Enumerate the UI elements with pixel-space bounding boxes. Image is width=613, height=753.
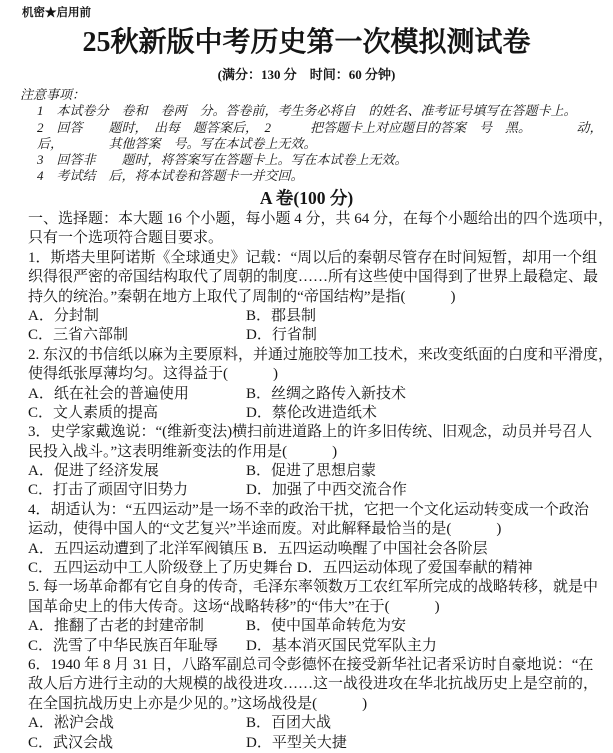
option-left: C．文人素质的提高 (28, 404, 159, 421)
option-right: B．使中国革命转危为安 (246, 618, 407, 635)
document-line (28, 385, 608, 404)
option-left: C．打击了顽固守旧势力 (28, 482, 189, 499)
document-line: 6．1940 年 8 月 31 日，八路军副总司令彭德怀在接受新华社记者采访时自豪地说：“在 (28, 656, 594, 673)
document-line: 民投入战斗。”这表明维新变法的作用是( ) (28, 443, 338, 460)
document-line: 国革命史上的伟大传奇。这场“战略转移”的“伟大”在于( ) (28, 598, 440, 615)
option-right: D．基本消灭国民党军队主力 (246, 637, 437, 654)
note-line: 2 回答 题时， 出每 题答案后， 2 把答题卡上对应题目的答案 号 黑。 动， (37, 119, 603, 135)
option-right: B．郡县制 (246, 307, 317, 324)
notes-section (20, 87, 603, 185)
document-line (28, 307, 608, 326)
document-line (28, 714, 608, 733)
document-line: 2. 东汉的书信纸以麻为主要原料，并通过施胶等加工技术，来改变纸面的白度和平滑度， (28, 346, 613, 363)
document-line: A．五四运动遭到了北洋军阀镇压 B．五四运动唤醒了中国社会各阶层 (28, 540, 488, 557)
classification-label: 机密★启用前 (22, 7, 91, 19)
option-left: C．三省六部制 (28, 327, 129, 344)
option-right: D．行省制 (246, 327, 317, 344)
document-line: 在全国抗战历史上亦是少见的。”这场战役是( ) (28, 695, 368, 712)
document-line: 一、选择题：本大题 16 个小题，每小题 4 分，共 64 分，在每个小题给出的四个选项中， (28, 211, 613, 227)
option-right: D．加强了中西交流合作 (246, 482, 407, 499)
document-line: 5. 每一场革命都有它自身的传奇，毛泽东率领数万工农红军所完成的战略转移，就是中 (28, 579, 599, 596)
document-line (28, 734, 608, 753)
note-line: 1 本试卷分 卷和 卷两 分。答卷前，考生务必将自 的姓名、准考证号填写在答题卡上。 (37, 103, 577, 119)
document-line: 只有一个选项符合题目要求。 (28, 230, 224, 247)
note-line: 3 回答非 题时，将答案写在答题卡上。写在本试卷上无效。 (37, 152, 408, 168)
document-line: 使得纸张厚薄均匀。这得益于( ) (28, 366, 278, 383)
document-line: C．五四运动中工人阶级登上了历史舞台 D．五四运动体现了爱国奉献的精神 (28, 560, 533, 577)
section-a-heading: A 卷(100 分) (259, 188, 354, 208)
option-left: A．分封制 (28, 307, 99, 324)
document-line: 织得很严密的帝国结构取代了周朝的制度……所有这些使中国得到了世界上最稳定、最 (28, 269, 599, 286)
option-left: C．武汉会战 (28, 734, 114, 751)
document-line: 1．斯塔夫里阿诺斯《全球通史》记载：“周以后的秦朝尽管存在时间短暂，却用一个组 (28, 249, 598, 266)
note-line: 后， 其他答案 号。写在本试卷上无效。 (37, 135, 317, 151)
document-line: 敌人后方进行主动的大规模的战役进攻……这一战役进攻在华北抗战历史上是空前的， (28, 676, 599, 693)
document-line (28, 617, 608, 636)
option-right: B．百团大战 (246, 715, 332, 732)
option-right: B．促进了思想启蒙 (246, 463, 377, 480)
option-right: D．蔡伦改进造纸术 (246, 404, 377, 421)
document-line: 持久的统治。”秦朝在地方上取代了周制的“帝国结构”是指( ) (28, 288, 456, 305)
document-line: 运动，使得中国人的“文艺复兴”半途而废。对此解释最恰当的是( ) (28, 521, 502, 538)
paper-score-time: (满分：130 分 时间：60 分钟) (217, 67, 396, 82)
notes-list (20, 103, 603, 184)
document-line: 3．史学家戴逸说：“(维新变法)横扫前进道路上的许多旧传统、旧观念，动员并号召人 (28, 424, 593, 441)
option-right: D．平型关大捷 (246, 734, 347, 751)
document-line (28, 481, 608, 500)
document-line: 4．胡适认为：“五四运动”是一场不幸的政治干扰，它把一个文化运动转变成一个政治 (28, 501, 589, 518)
document-line (28, 637, 608, 656)
option-left: C．洗雪了中华民族百年耻辱 (28, 637, 219, 654)
option-left: A．推翻了古老的封建帝制 (28, 618, 204, 635)
document-line (28, 462, 608, 481)
option-left: A．促进了经济发展 (28, 463, 159, 480)
document-line (28, 404, 608, 423)
option-left: A．淞沪会战 (28, 715, 114, 732)
paper-title: 25秋新版中考历史第一次模拟测试卷 (82, 27, 531, 58)
option-left: A．纸在社会的普遍使用 (28, 385, 189, 402)
notes-heading: 注意事项： (20, 87, 86, 102)
document-line (28, 326, 608, 345)
question-body (28, 210, 613, 753)
option-right: B．丝绸之路传入新技术 (246, 385, 407, 402)
note-line: 4 考试结 后，将本试卷和答题卡一并交回。 (37, 168, 304, 184)
